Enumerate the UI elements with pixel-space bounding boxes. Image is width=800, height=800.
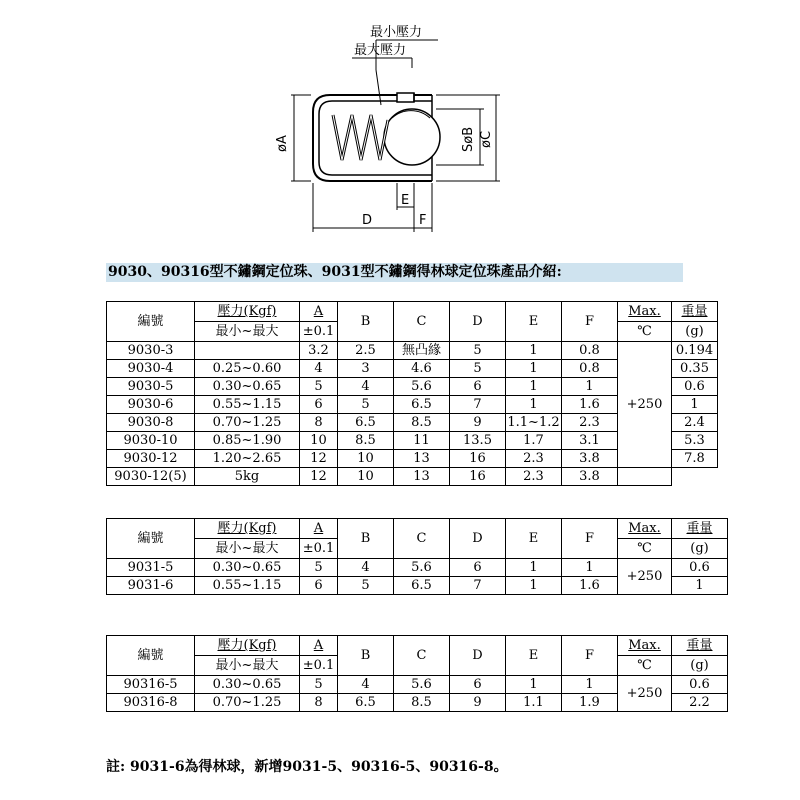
cell-c: 8.5 [394,694,450,712]
col-b: B [338,302,394,342]
cell-c: 6.5 [394,577,450,595]
cell-e: 1 [506,676,562,694]
cell-pressure: 0.30~0.65 [195,676,300,694]
cell-d: 7 [450,577,506,595]
cell-weight: 7.8 [672,450,718,468]
table-row [107,342,718,360]
cell-f: 3.8 [562,468,618,486]
dim-f-label: F [419,213,427,228]
col-code: 編號 [107,302,195,342]
col-a-tolerance: ±0.1 [300,539,338,559]
cell-d: 5 [450,360,506,378]
col-a: A [300,636,338,656]
cell-code: 9031-6 [107,577,195,595]
cell-pressure: 0.30~0.65 [195,559,300,577]
cell-a: 10 [300,432,338,450]
col-max: Max. [618,302,672,322]
cell-a: 8 [300,694,338,712]
col-c: C [394,636,450,676]
cell-c: 4.6 [394,360,450,378]
col-code: 編號 [107,519,195,559]
col-pressure: 壓力(Kgf) [195,302,300,322]
cell-d: 9 [450,694,506,712]
cell-e: 1 [506,342,562,360]
cell-f: 1 [562,559,618,577]
cell-e: 2.3 [506,468,562,486]
spec-table-9031 [106,518,728,595]
cell-e: 1 [506,396,562,414]
cell-c: 6.5 [394,396,450,414]
col-f: F [562,519,618,559]
min-pressure-label: 最小壓力 [370,25,423,40]
cell-max-temp: +250 [618,559,672,595]
table-header-row [107,519,728,539]
col-pressure: 壓力(Kgf) [195,519,300,539]
col-weight-unit: (g) [672,656,728,676]
cell-code: 9030-4 [107,360,195,378]
cell-c: 11 [394,432,450,450]
col-d: D [450,302,506,342]
cell-b: 4 [338,378,394,396]
col-max: Max. [618,636,672,656]
col-pressure-range: 最小~最大 [195,656,300,676]
col-max-unit: ℃ [618,322,672,342]
dim-e-label: E [401,193,410,208]
cell-a: 4 [300,360,338,378]
cell-c: 5.6 [394,559,450,577]
col-a-tolerance: ±0.1 [300,322,338,342]
col-weight: 重量 [672,519,728,539]
col-weight-unit: (g) [672,539,728,559]
cell-weight: 0.35 [672,360,718,378]
dim-c-label: øC [479,130,494,148]
cell-b: 8.5 [338,432,394,450]
cell-weight: 5.3 [672,432,718,450]
cell-code: 9030-12 [107,450,195,468]
cell-pressure: 1.20~2.65 [195,450,300,468]
dim-d-label: D [362,213,373,228]
col-max-unit: ℃ [618,656,672,676]
cell-f: 0.8 [562,342,618,360]
col-weight: 重量 [672,302,718,322]
cell-d: 6 [450,676,506,694]
cell-code: 9030-6 [107,396,195,414]
col-code: 編號 [107,636,195,676]
footnote: 註: 9031-6為得林球，新增9031-5、90316-5、90316-8。 [106,759,508,775]
col-e: E [506,302,562,342]
cell-d: 5 [450,342,506,360]
cell-c: 13 [394,468,450,486]
cell-e: 1 [506,559,562,577]
cell-weight: 0.6 [672,378,718,396]
cell-f: 0.8 [562,360,618,378]
cell-weight: 0.6 [672,559,728,577]
cell-code: 90316-8 [107,694,195,712]
cell-b: 6.5 [338,414,394,432]
cell-c: 無凸緣 [394,342,450,360]
col-c: C [394,519,450,559]
cell-weight: 1 [672,577,728,595]
cell-code: 9030-12(5) [107,468,195,486]
cell-pressure: 5kg [195,468,300,486]
col-pressure-range: 最小~最大 [195,539,300,559]
cell-c: 8.5 [394,414,450,432]
cell-f: 1 [562,676,618,694]
col-b: B [338,636,394,676]
col-b: B [338,519,394,559]
cell-a: 12 [300,450,338,468]
cell-e: 1.7 [506,432,562,450]
cell-d: 6 [450,559,506,577]
col-e: E [506,519,562,559]
col-weight-unit: (g) [672,322,718,342]
col-a: A [300,302,338,322]
cell-f: 3.1 [562,432,618,450]
cell-b: 4 [338,559,394,577]
cell-d: 6 [450,378,506,396]
cell-d: 16 [450,468,506,486]
cell-pressure: 0.70~1.25 [195,414,300,432]
col-f: F [562,302,618,342]
cell-code: 9030-5 [107,378,195,396]
cell-pressure: 0.55~1.15 [195,396,300,414]
cell-e: 1 [506,378,562,396]
cell-weight [618,468,672,486]
cell-f: 2.3 [562,414,618,432]
cell-a: 5 [300,559,338,577]
table-header-row [107,636,728,656]
cell-b: 2.5 [338,342,394,360]
cell-b: 5 [338,396,394,414]
cell-a: 6 [300,577,338,595]
dim-sb-label: SøB [461,126,476,152]
cell-code: 9030-8 [107,414,195,432]
col-a: A [300,519,338,539]
cell-a: 12 [300,468,338,486]
max-pressure-label: 最大壓力 [354,43,407,58]
cell-b: 3 [338,360,394,378]
spec-table-90316 [106,635,728,712]
ball-plunger-diagram [0,0,800,240]
cell-d: 7 [450,396,506,414]
col-d: D [450,519,506,559]
cell-weight: 1 [672,396,718,414]
table-header-row [107,302,718,322]
cell-code: 90316-5 [107,676,195,694]
section-heading: 9030、90316型不鏽鋼定位珠、9031型不鏽鋼得林球定位珠產品介紹: [106,263,683,282]
cell-f: 1 [562,378,618,396]
cell-code: 9031-5 [107,559,195,577]
cell-pressure: 0.85~1.90 [195,432,300,450]
cell-f: 1.9 [562,694,618,712]
cell-pressure: 0.55~1.15 [195,577,300,595]
cell-a: 8 [300,414,338,432]
cell-weight: 2.4 [672,414,718,432]
cell-e: 1.1~1.2 [507,415,560,430]
cell-c: 13 [394,450,450,468]
col-pressure-range: 最小~最大 [195,322,300,342]
table-row [107,468,718,486]
cell-b: 5 [338,577,394,595]
cell-a: 5 [300,378,338,396]
cell-d: 16 [450,450,506,468]
cell-b: 4 [338,676,394,694]
cell-max-temp: +250 [618,676,672,712]
cell-code: 9030-3 [107,342,195,360]
col-max: Max. [618,519,672,539]
cell-pressure [195,342,300,360]
col-c: C [394,302,450,342]
cell-f: 1.6 [562,396,618,414]
table-row [107,676,728,694]
cell-c: 5.6 [394,378,450,396]
cell-c: 5.6 [394,676,450,694]
col-a-tolerance: ±0.1 [300,656,338,676]
cell-max-temp: +250 [618,342,672,468]
col-pressure: 壓力(Kgf) [195,636,300,656]
cell-pressure: 0.30~0.65 [195,378,300,396]
cell-weight: 0.194 [672,342,718,360]
cell-weight: 2.2 [672,694,728,712]
cell-b: 10 [338,450,394,468]
cell-d: 13.5 [450,432,506,450]
cell-f: 1.6 [562,577,618,595]
col-weight: 重量 [672,636,728,656]
cell-b: 6.5 [338,694,394,712]
cell-f: 3.8 [562,450,618,468]
cell-e: 1 [506,577,562,595]
cell-code: 9030-10 [107,432,195,450]
col-max-unit: ℃ [618,539,672,559]
cell-a: 6 [300,396,338,414]
cell-e: 2.3 [506,450,562,468]
cell-a: 3.2 [300,342,338,360]
dim-a-label: øA [275,135,290,152]
col-d: D [450,636,506,676]
cell-weight: 0.6 [672,676,728,694]
cell-e: 1 [506,360,562,378]
cell-a: 5 [300,676,338,694]
spec-table-9030 [106,301,718,486]
cell-b: 10 [338,468,394,486]
table-row [107,559,728,577]
col-f: F [562,636,618,676]
cell-pressure: 0.25~0.60 [195,360,300,378]
cell-d: 9 [450,414,506,432]
cell-pressure: 0.70~1.25 [195,694,300,712]
cell-e: 1.1 [506,694,562,712]
col-e: E [506,636,562,676]
